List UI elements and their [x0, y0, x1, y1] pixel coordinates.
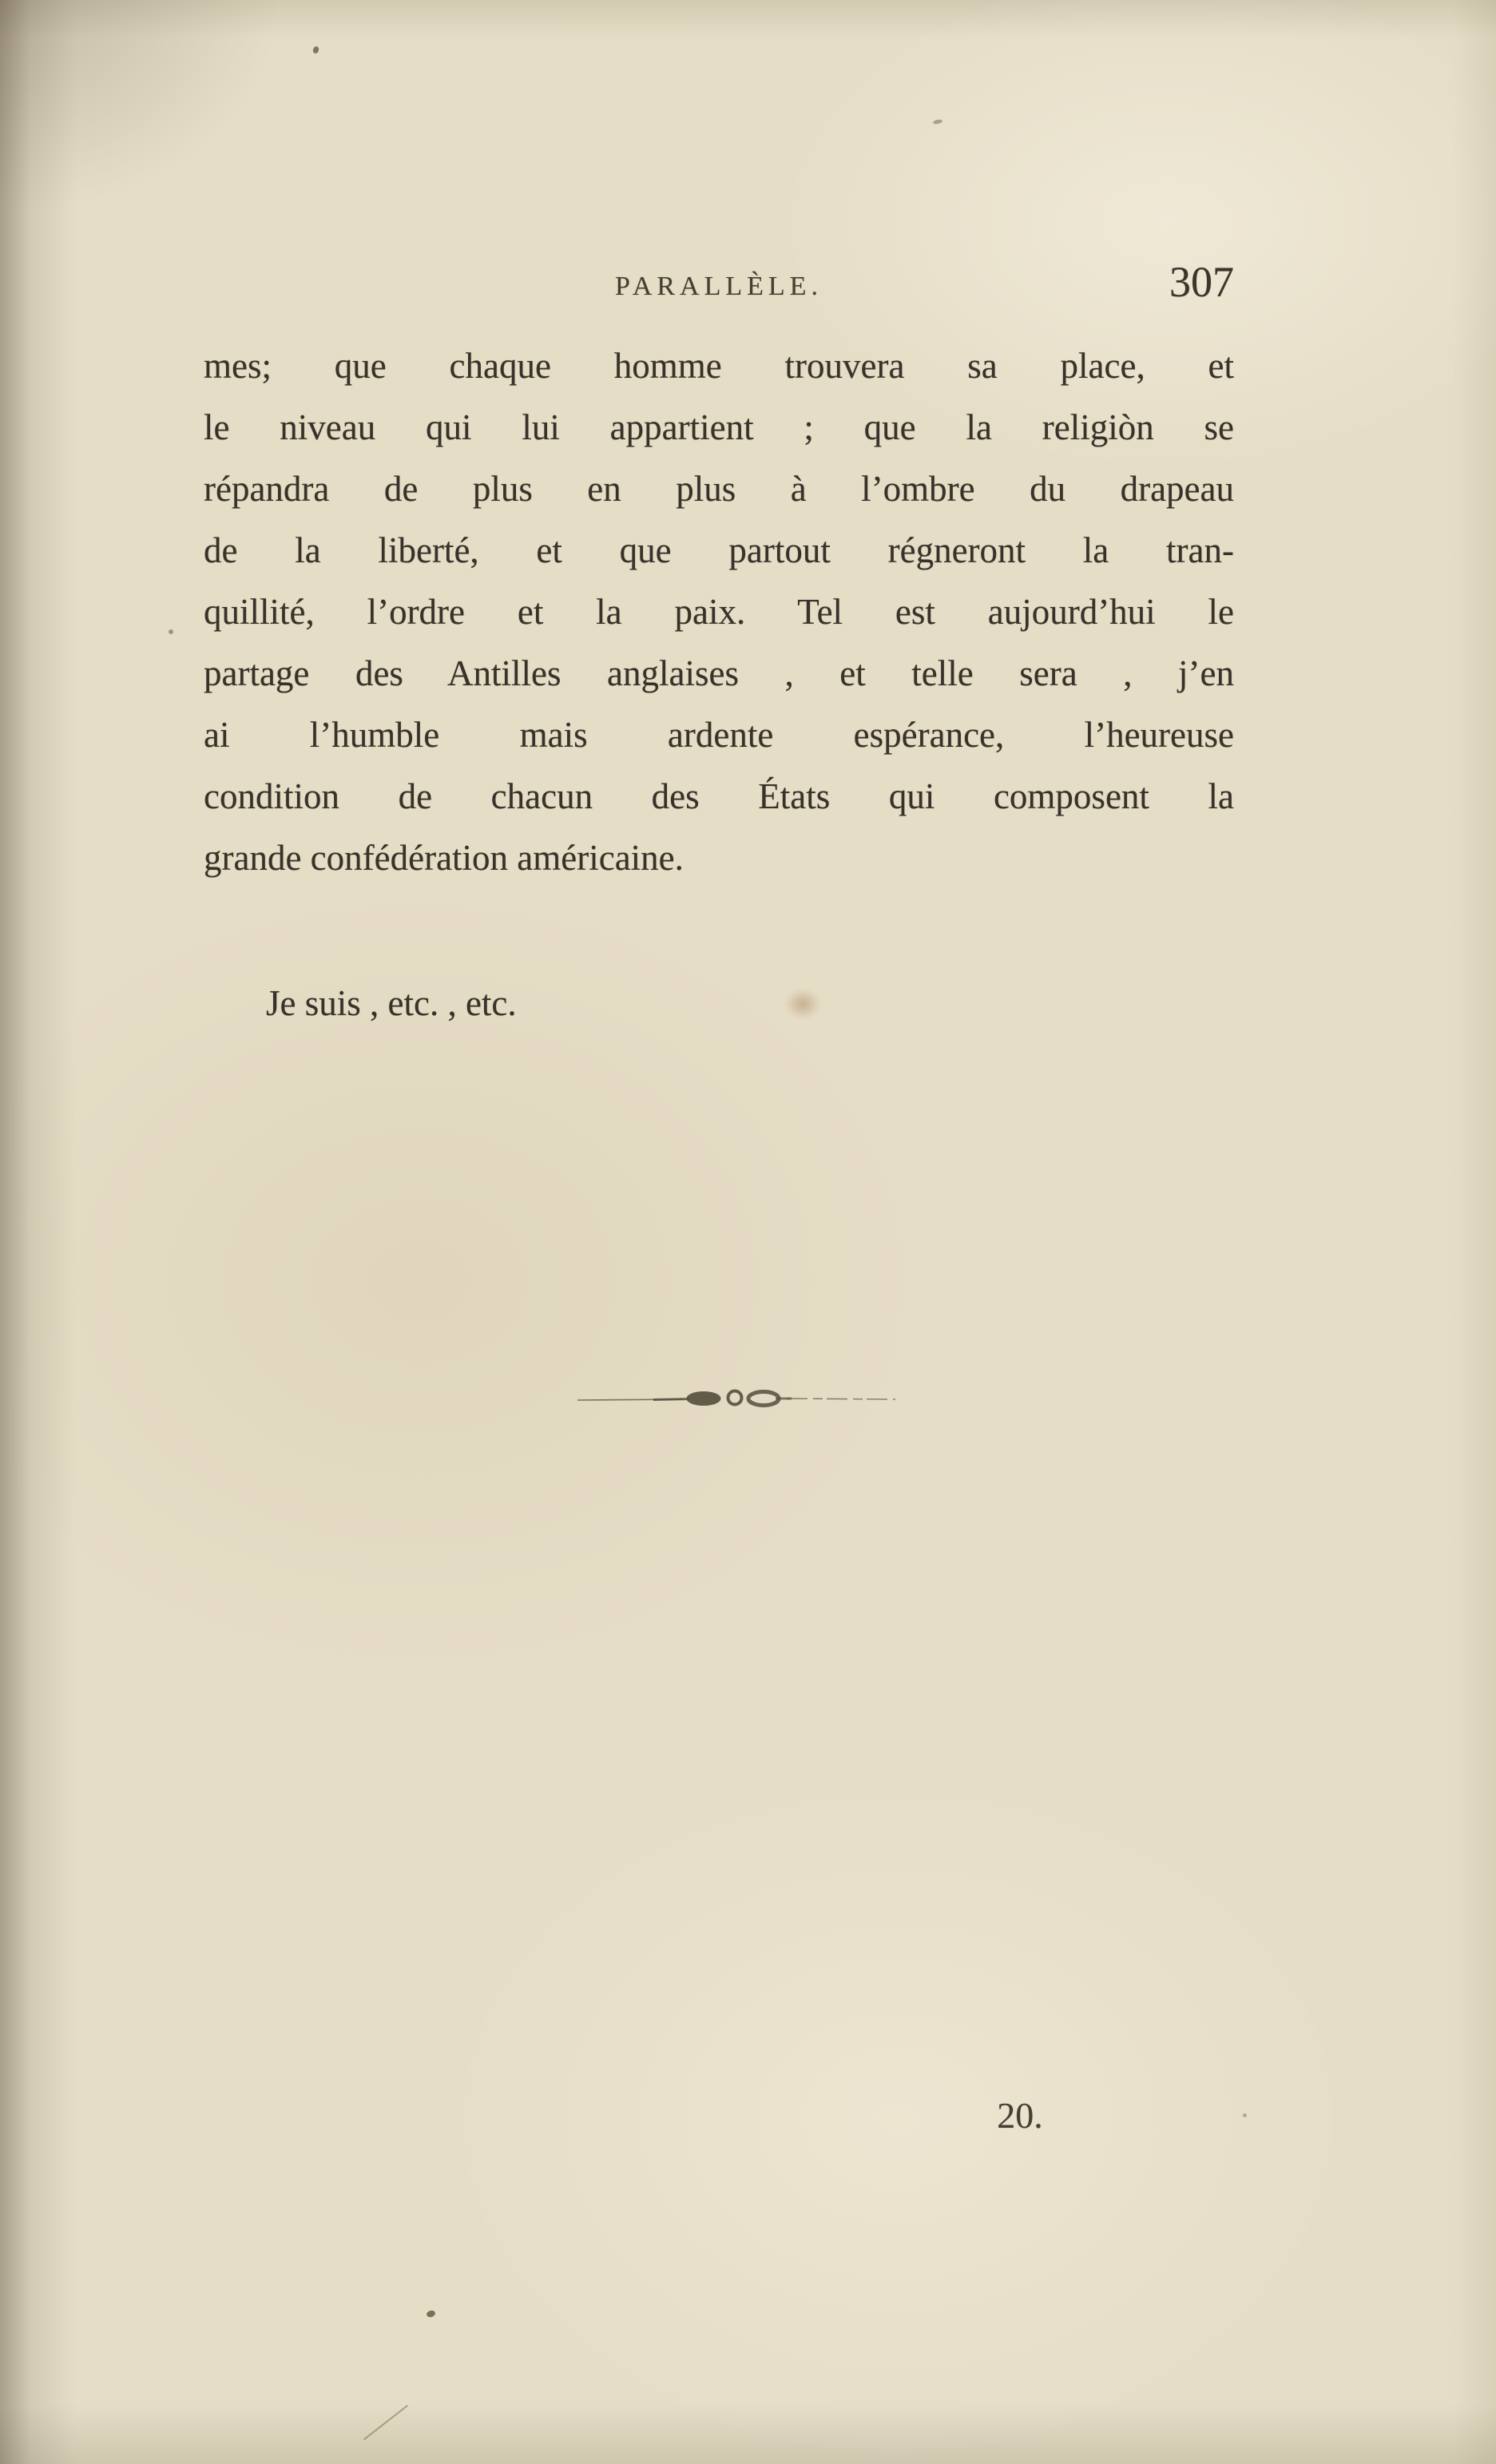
body-line: partage des Antilles anglaises , et telle sera , j’en: [204, 653, 1234, 693]
body-line: grande confédération américaine.: [204, 838, 684, 878]
body-line: mes; que chaque homme trouvera sa place, et: [204, 346, 1234, 386]
page-number: 307: [1169, 258, 1234, 306]
paper-speck: [169, 629, 173, 634]
body-line: le niveau qui lui appartient ; que la religiòn se: [204, 407, 1234, 447]
body-line: quillité, l’ordre et la paix. Tel est aujourd’hui le: [204, 592, 1234, 632]
paper-speck: [1243, 2113, 1247, 2117]
body-line: répandra de plus en plus à l’ombre du drapeau: [204, 469, 1234, 509]
paper-speck: [426, 2310, 436, 2319]
closing-line: Je suis , etc. , etc.: [266, 983, 517, 1023]
signature-mark: 20.: [997, 2095, 1043, 2136]
running-title: PARALLÈLE.: [615, 272, 823, 301]
body-line: ai l’humble mais ardente espérance, l’heureuse: [204, 715, 1234, 755]
paper-speck: [312, 46, 320, 54]
paper-stain: [784, 989, 821, 1019]
paper-scratch: [363, 2405, 408, 2441]
section-divider-ornament-icon: [577, 1388, 895, 1411]
body-line: de la liberté, et que partout régneront la tran-: [204, 530, 1234, 570]
paper-speck: [933, 119, 943, 125]
body-paragraph: [204, 335, 1234, 889]
body-line: condition de chacun des États qui composent la: [204, 776, 1234, 816]
